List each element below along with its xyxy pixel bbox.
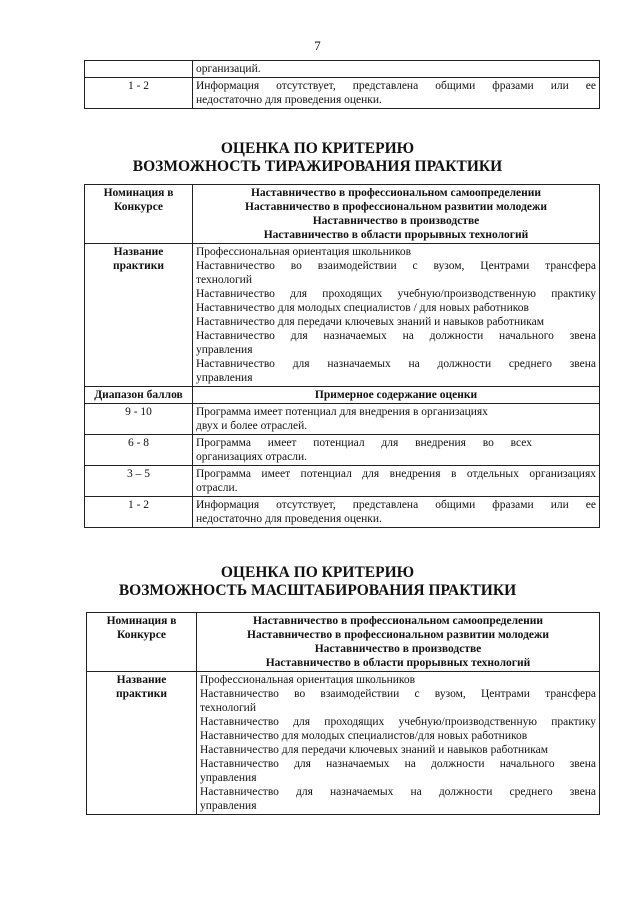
heading-line: ОЦЕНКА ПО КРИТЕРИЮ — [220, 140, 415, 157]
top-table — [84, 60, 600, 109]
score-content — [193, 404, 600, 435]
practice-line: Профессиональная ориентация школьников — [200, 674, 416, 686]
nomination-list — [197, 613, 600, 672]
nomination-item: Наставничество в профессиональном самоопределении — [250, 187, 542, 199]
content-line: Программа имеет потенциал для внедрения в организациях — [196, 406, 488, 418]
score-content — [193, 435, 600, 466]
content-line: недостаточно для проведения оценки. — [196, 513, 382, 525]
practice-line: Наставничество для проходящих учебную/производственную практику — [196, 288, 596, 300]
practice-line: Наставничество для молодых специалистов/для новых работников — [200, 730, 528, 742]
range-label: Диапазон баллов — [85, 387, 193, 404]
nomination-item: Наставничество в области прорывных технологий — [265, 657, 531, 669]
heading-line: ВОЗМОЖНОСТЬ ТИРАЖИРОВАНИЯ ПРАКТИКИ — [132, 158, 503, 175]
section-heading — [0, 564, 635, 600]
nomination-label: Номинация в Конкурсе — [87, 613, 197, 672]
nomination-item: Наставничество в области прорывных технологий — [263, 229, 529, 241]
criteria-table — [84, 184, 600, 528]
content-line: Информация отсутствует, представлена общими фразами или ее — [196, 499, 596, 511]
nomination-row — [87, 613, 600, 672]
nomination-item: Наставничество в производстве — [312, 215, 480, 227]
table-row — [85, 404, 600, 435]
content-line: Информация отсутствует, представлена общими фразами или ее — [196, 80, 596, 92]
practice-line: технологий — [200, 702, 256, 714]
criteria-table — [86, 612, 600, 815]
content-line: недостаточно для проведения оценки. — [196, 94, 382, 106]
practice-label: Название практики — [87, 672, 197, 815]
practice-line: управления — [196, 372, 253, 384]
nomination-item: Наставничество в профессиональном развитии молодежи — [247, 629, 549, 641]
content-line: отрасли. — [196, 482, 238, 494]
content-line: двух и более отраслей. — [196, 420, 308, 432]
practice-line: Наставничество для назначаемых на должности начального звена — [200, 758, 596, 770]
nomination-list — [193, 185, 600, 244]
practice-line: Профессиональная ориентация школьников — [196, 246, 412, 258]
content-line: Программа имеет потенциал для внедрения во всех — [196, 437, 532, 449]
practice-line: управления — [200, 800, 257, 812]
score-cell: 1 - 2 — [85, 78, 193, 109]
section-heading — [0, 140, 635, 176]
content-cell — [193, 61, 600, 78]
score-content — [193, 466, 600, 497]
content-line: организаций. — [196, 63, 261, 75]
practice-label: Название практики — [85, 244, 193, 387]
table-row — [85, 466, 600, 497]
score-range: 1 - 2 — [85, 497, 193, 528]
practice-line: Наставничество во взаимодействии с вузом, Центрами трансфера — [196, 260, 596, 272]
practice-line: Наставничество для назначаемых на должности среднего звена — [196, 358, 596, 370]
score-range: 6 - 8 — [85, 435, 193, 466]
score-content — [193, 497, 600, 528]
practice-list — [197, 672, 600, 815]
practice-line: управления — [200, 772, 257, 784]
score-range: 9 - 10 — [85, 404, 193, 435]
practice-line: Наставничество во взаимодействии с вузом, Центрами трансфера — [200, 688, 596, 700]
practice-line: Наставничество для передачи ключевых знаний и навыков работникам — [200, 744, 549, 756]
practice-line: Наставничество для молодых специалистов / для новых работников — [196, 302, 529, 314]
practice-line: технологий — [196, 274, 252, 286]
content-line: Программа имеет потенциал для внедрения в отдельных организациях — [196, 468, 596, 480]
score-header-row — [85, 387, 600, 404]
heading-line: ВОЗМОЖНОСТЬ МАСШТАБИРОВАНИЯ ПРАКТИКИ — [118, 582, 517, 599]
content-line: организациях отрасли. — [196, 451, 307, 463]
nomination-item: Наставничество в производстве — [314, 643, 482, 655]
score-range: 3 – 5 — [85, 466, 193, 497]
page-number: 7 — [314, 38, 321, 53]
nomination-row — [85, 185, 600, 244]
table-row — [85, 497, 600, 528]
nomination-item: Наставничество в профессиональном самоопределении — [252, 615, 544, 627]
table-row — [85, 435, 600, 466]
practice-line: Наставничество для назначаемых на должности начального звена — [196, 330, 596, 342]
content-cell — [193, 78, 600, 109]
heading-line: ОЦЕНКА ПО КРИТЕРИЮ — [220, 564, 415, 581]
score-cell — [85, 61, 193, 78]
practice-row — [87, 672, 600, 815]
practice-line: Наставничество для назначаемых на должности среднего звена — [200, 786, 596, 798]
practice-line: Наставничество для передачи ключевых знаний и навыков работникам — [196, 316, 545, 328]
practice-line: Наставничество для проходящих учебную/производственную практику — [200, 716, 596, 728]
nomination-item: Наставничество в профессиональном развитии молодежи — [245, 201, 547, 213]
table-row — [85, 61, 600, 78]
practice-line: управления — [196, 344, 253, 356]
practice-list — [193, 244, 600, 387]
table-row — [85, 78, 600, 109]
nomination-label: Номинация в Конкурсе — [85, 185, 193, 244]
content-label: Примерное содержание оценки — [193, 387, 600, 404]
practice-row — [85, 244, 600, 387]
